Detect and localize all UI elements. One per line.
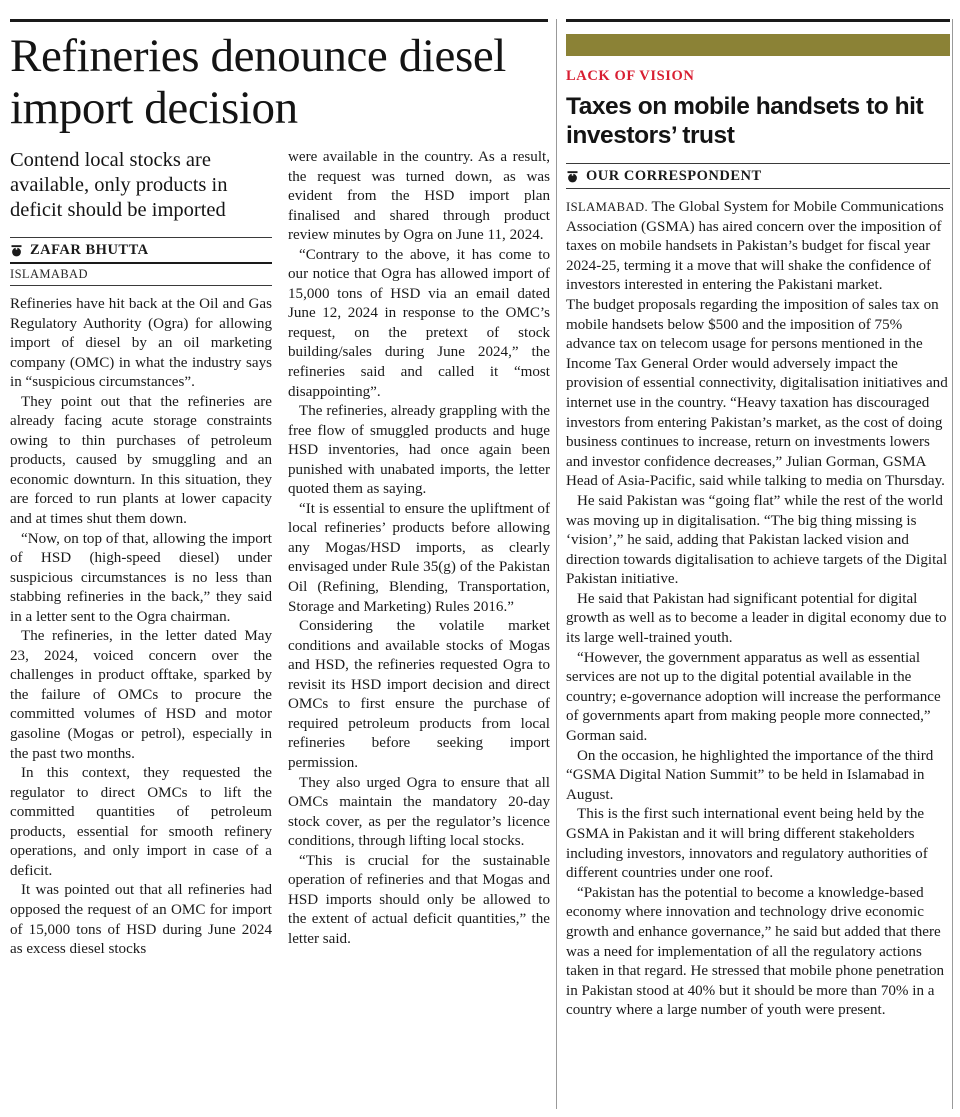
left-column-2	[288, 148, 550, 960]
paragraph: “Pakistan has the potential to become a knowledge-based economy where innovation and technology drive economic growth and enhance governance,” he said but added that there was a need for implementation of all the regulatory actions taken in that regard. He stressed that mobile phone penetration in Pakistan stood at 40% but it should be more than 70% in a country where a large number of youth were present.	[566, 884, 945, 1019]
left-column-1	[10, 148, 272, 960]
right-byline-rule-bottom	[566, 188, 950, 189]
nib-icon	[566, 170, 579, 183]
left-article	[10, 26, 550, 960]
right-body-rest	[566, 296, 950, 1021]
nib-icon	[10, 244, 23, 257]
paragraph: The refineries, already grappling with the free flow of smuggled products and huge HSD inventories, had once again been punished with unabated imports, the letter quoted them as saying.	[288, 403, 550, 498]
left-column-1-body	[10, 295, 272, 960]
paragraph: On the occasion, he highlighted the importance of the third “GSMA Digital Nation Summit” to be held in Islamabad in August.	[566, 747, 934, 803]
accent-bar	[566, 34, 950, 56]
right-byline-row	[566, 164, 950, 188]
byline	[10, 237, 272, 286]
left-column-2-body	[288, 148, 550, 949]
dateline: ISLAMABAD.	[566, 200, 649, 214]
paragraph: Considering the volatile market conditions and available stocks of Mogas and HSD, the refineries requested Ogra to revisit its HSD import decision and direct OMCs to first ensure the purchase of required petroleum products from local refineries before seeking import permission.	[288, 618, 550, 771]
paragraph: They point out that the refineries are already facing acute storage constraints owing to thin purchases of petroleum products, caused by smuggling and an economic downturn. In this situation, they are forced to run plants at lower capacity and at times shut them down.	[10, 393, 272, 528]
paragraph: He said that Pakistan had significant potential for digital growth as well as to become a leader in digital economy due to its large well-trained youth.	[566, 590, 947, 647]
byline-row	[10, 238, 272, 262]
column-divider	[556, 19, 557, 1109]
page-title: Refineries denounce diesel import decision	[10, 30, 506, 134]
paragraph: In this context, they requested the regulator to direct OMCs to lift the committed quantities of petroleum products, essential for smooth refinery operations, and only import in case of a deficit.	[10, 765, 272, 879]
lead-paragraph	[566, 198, 950, 296]
paragraph: It was pointed out that all refineries had opposed the request of an OMC for import of 15,000 tons of HSD during June 2024 as excess diesel stocks	[10, 882, 272, 958]
paragraph: “This is crucial for the sustainable operation of refineries and that Mogas and HSD imports should only be allowed to the extent of actual deficit quantities,” the letter said.	[288, 852, 550, 947]
top-rule-right	[566, 19, 950, 22]
paragraph: “However, the government apparatus as well as essential services are not up to the digital potential available in the country; e-governance adoption will increase the performance of governments apart from making people more connected,” Gorman said.	[566, 649, 941, 745]
byline-dateline: ISLAMABAD	[10, 267, 88, 281]
paragraph: The budget proposals regarding the imposition of sales tax on mobile handsets below $500 and the imposition of 75% advance tax on telecom usage for persons mentioned in the Income Tax General Order would adversely impact the provision of essential connectivity, digitalisation initiatives and internet use in the country. “Heavy taxation has discouraged investors from entering Pakistan’s market, as the cost of doing business continues to increase, return on investments lowers and investor confidence decreases,” Julian Gorman, GSMA Head of Asia-Pacific, said while talking to media on Thursday.	[566, 296, 948, 490]
paragraph: were available in the country. As a result, the request was turned down, as was evident from the HSD import plan finalised and shared through product review minutes by Ogra on June 11, 2024.	[288, 149, 550, 244]
right-article	[566, 26, 950, 1021]
paragraph: They also urged Ogra to ensure that all OMCs maintain the mandatory 20-day stock cover, as per the regulator’s licence conditions, through lifting local stocks.	[288, 774, 550, 850]
article-kicker: LACK OF VISION	[566, 68, 695, 84]
right-byline-author: OUR CORRESPONDENT	[586, 168, 762, 184]
paragraph: “Now, on top of that, allowing the import of HSD (high-speed diesel) under suspicious circumstances is no less than stabbing refineries in the back,” they said in a letter sent to the Ogra chairman.	[10, 530, 272, 625]
lead-text: The Global System for Mobile Communications Association (GSMA) has aired concern over the imposition of taxes on mobile handsets in Pakistan’s budget for fiscal year 2024-25, terming it a move that will shake the confidence of investors interested in entering the Pakistani market.	[566, 199, 944, 294]
right-article-title: Taxes on mobile handsets to hit investors’ trust	[566, 93, 924, 149]
right-article-body	[566, 198, 950, 1021]
paragraph: “Contrary to the above, it has come to our notice that Ogra has allowed import of 15,000 tons of HSD via an email dated June 12, 2024 in response to the OMC’s request, on the pretext of stock building/sales during June 2024,” the refineries said and called it “most disappointing”.	[288, 246, 550, 400]
top-rule-left	[10, 19, 548, 22]
paragraph: “It is essential to ensure the upliftment of local refineries’ products before allowing any Mogas/HSD imports, as clearly envisaged under Rule 35(g) of the Pakistan Oil (Refining, Blending, Transportation, Storage and Marketing) Rules 2016.”	[288, 500, 550, 615]
paragraph: He said Pakistan was “going flat” while the rest of the world was moving up in digitalisation. “The big thing missing is ‘vision’,” he said, adding that Pakistan lacked vision and direction towards digitalisation to achieve targets of the Digital Pakistan initiative.	[566, 492, 948, 588]
byline-author: ZAFAR BHUTTA	[30, 242, 149, 258]
paragraph: This is the first such international event being held by the GSMA in Pakistan and it will bring different stakeholders including investors, innovators and regulatory authorities of different countries under one roof.	[566, 806, 928, 882]
byline-rule-bottom	[10, 285, 272, 286]
article-deck: Contend local stocks are available, only products in deficit should be imported	[10, 149, 228, 221]
left-article-columns	[10, 148, 550, 960]
right-byline	[566, 163, 950, 189]
paragraph: Refineries have hit back at the Oil and Gas Regulatory Authority (Ogra) for allowing import of diesel by an oil marketing company (OMC) in what the industry says in “suspicious circumstances”.	[10, 296, 272, 391]
paragraph: The refineries, in the letter dated May 23, 2024, voiced concern over the challenges in product offtake, sparked by the failure of OMCs to procure the committed volumes of HSD and motor gasoline (Mogas or petrol), especially in the past two months.	[10, 628, 272, 762]
right-edge-rule	[952, 19, 953, 1109]
